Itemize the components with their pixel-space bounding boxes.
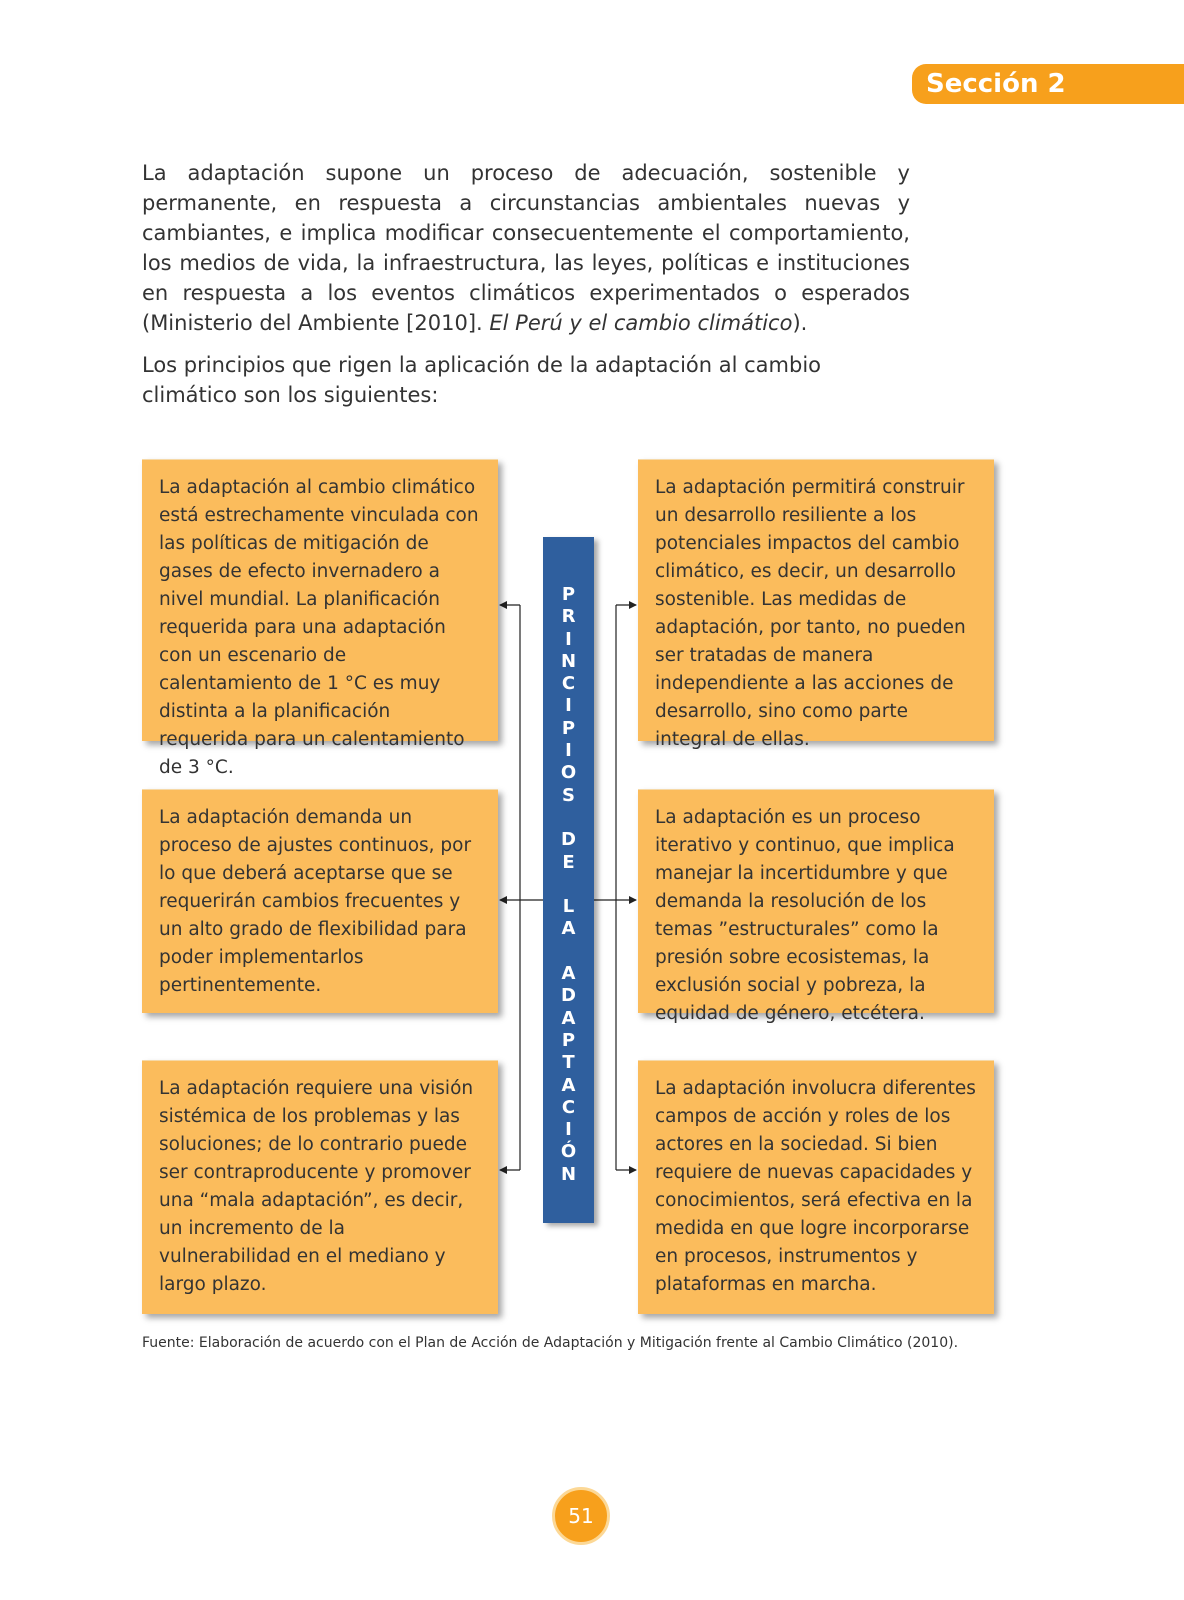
source-note: Fuente: Elaboración de acuerdo con el Plan de Acción de Adaptación y Mitigación frente al Cambio Climático (2010). (142, 1335, 959, 1351)
center-pillar-principios (543, 537, 594, 1223)
pillar-letter: P (561, 584, 576, 605)
intro-text: La adaptación supone un proceso de adecuación, sostenible y permanente, en respuesta a circunstancias ambientales nuevas y cambiantes, e implica modificar consecuentemente el comportamiento, los medios de vida, la infraestructura, las leyes, políticas e instituciones en respuesta a los eventos climáticos experimentados o esperados (Ministerio del Ambiente [2010]. (142, 161, 910, 335)
principle-box-left-2: La adaptación demanda un proceso de ajustes continuos, por lo que deberá aceptarse que se requerirán cambios frecuentes y un alto grado de flexibilidad para poder implementarlos pertinentemente. (142, 789, 498, 1013)
pillar-letter: I (565, 628, 572, 650)
pillar-letter: A (561, 1074, 576, 1096)
pillar-letter: I (565, 1119, 572, 1141)
principle-box-right-3: La adaptación involucra diferentes campos de acción y roles de los actores en la sociedad. Si bien requiere de nuevas capacidades y conocimientos, será efectiva en la medida en que logre incorporarse en procesos, instrumentos y plataformas en marcha. (638, 1060, 994, 1314)
pillar-letter: D (561, 829, 576, 851)
pillar-letter: R (561, 606, 576, 628)
principle-box-right-1: La adaptación permitirá construir un desarrollo resiliente a los potenciales impactos del cambio climático, es decir, un desarrollo sostenible. Las medidas de adaptación, por tanto, no pueden ser tratadas de manera independiente a las acciones de desarrollo, sino como parte integral de ellas. (638, 459, 994, 741)
section-label: Sección 2 (926, 69, 1066, 99)
pillar-letter: C (561, 1096, 576, 1118)
pillar-letter: I (565, 695, 572, 717)
pillar-letter: E (562, 851, 575, 873)
pillar-letter: D (561, 985, 576, 1007)
intro-citation-title: El Perú y el cambio climático (489, 311, 793, 335)
principle-box-left-1: La adaptación al cambio climático está estrechamente vinculada con las políticas de mitigación de gases de efecto invernadero a nivel mundial. La planificación requerida para una adaptación con un escenario de calentamiento de 1 °C es muy distinta a la planificación requerida para un calentamiento de 3 °C. (142, 459, 498, 741)
pillar-letter: A (561, 918, 576, 940)
pillar-letter: L (562, 896, 575, 918)
pillar-letter: O (560, 762, 577, 784)
principle-box-right-2: La adaptación es un proceso iterativo y continuo, que implica manejar la incertidumbre y que demanda la resolución de los temas ”estructurales” como la presión sobre ecosistemas, la exclusión social y pobreza, la equidad de género, etcétera. (638, 789, 994, 1013)
pillar-letter: T (562, 1052, 575, 1074)
pillar-letter: I (565, 740, 572, 762)
pillar-letter: C (561, 673, 576, 695)
pillar-letter: N (560, 650, 577, 672)
pillar-letter: A (561, 1007, 576, 1029)
intro-paragraph-2: Los principios que rigen la aplicación de la adaptación al cambio climático son los siguientes: (142, 353, 822, 407)
intro-text-end: ). (792, 311, 808, 335)
page-number: 51 (552, 1487, 610, 1545)
pillar-letter: P (561, 717, 576, 739)
pillar-letter: P (561, 1029, 576, 1051)
principle-box-left-3: La adaptación requiere una visión sistémica de los problemas y las soluciones; de lo contrario puede ser contraproducente y promover una “mala adaptación”, es decir, un incremento de la vulnerabilidad en el mediano y largo plazo. (142, 1060, 498, 1314)
pillar-letter: S (562, 784, 575, 806)
pillar-letter: N (560, 1163, 577, 1185)
pillar-letter: A (561, 963, 576, 985)
pillar-letter: Ó (560, 1141, 577, 1163)
